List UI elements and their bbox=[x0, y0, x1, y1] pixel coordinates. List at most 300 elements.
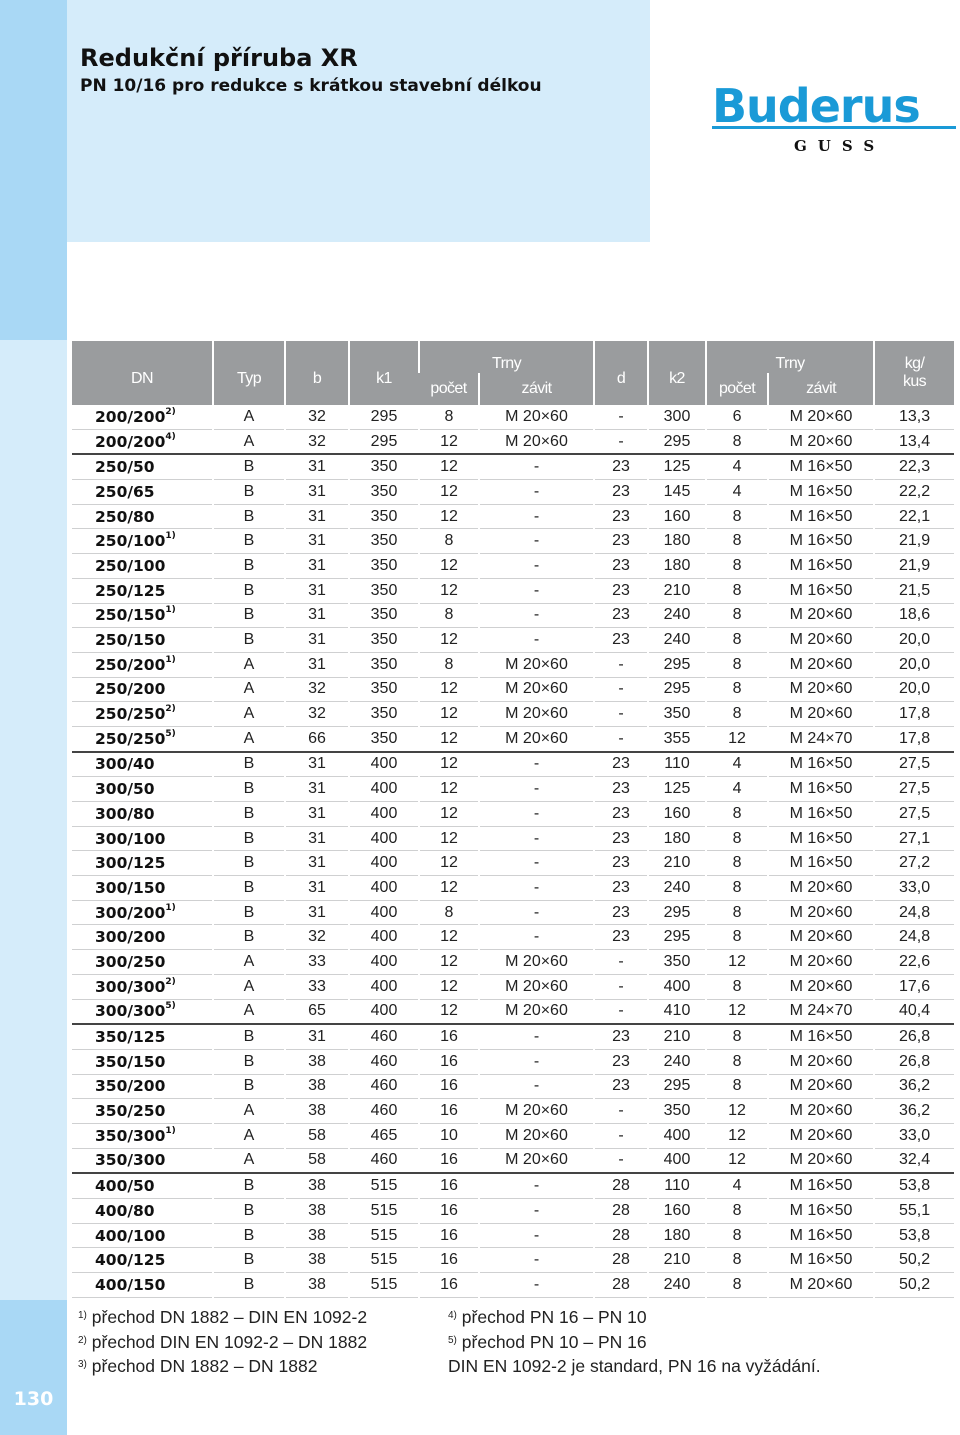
table-cell: 50,2 bbox=[874, 1273, 954, 1298]
table-cell: 53,8 bbox=[874, 1173, 954, 1198]
table-cell: B bbox=[213, 480, 285, 505]
table-cell: 13,4 bbox=[874, 429, 954, 454]
table-cell: - bbox=[594, 702, 648, 727]
table-cell: - bbox=[479, 628, 594, 653]
table-cell: B bbox=[213, 529, 285, 554]
table-cell: M 20×60 bbox=[479, 974, 594, 999]
table-cell: 28 bbox=[594, 1173, 648, 1198]
table-row bbox=[72, 1049, 954, 1074]
table-row bbox=[72, 529, 954, 554]
table-cell: 31 bbox=[285, 900, 349, 925]
table-cell: 8 bbox=[706, 900, 768, 925]
table-cell: 22,3 bbox=[874, 454, 954, 479]
table-cell: 31 bbox=[285, 529, 349, 554]
table-cell: 23 bbox=[594, 504, 648, 529]
table-cell: 12 bbox=[419, 504, 479, 529]
table-cell: 12 bbox=[419, 802, 479, 827]
table-cell: 12 bbox=[706, 1099, 768, 1124]
table-cell: B bbox=[213, 504, 285, 529]
table-cell: - bbox=[594, 1099, 648, 1124]
group-header-trny-1: Trny bbox=[419, 341, 594, 373]
dn-value: 200/200 bbox=[95, 432, 166, 451]
cell-dn bbox=[72, 925, 213, 950]
table-cell: - bbox=[594, 652, 648, 677]
table-cell: 6 bbox=[706, 405, 768, 429]
cell-dn bbox=[72, 826, 213, 851]
footnote-text: přechod DN 1882 – DIN EN 1092-2 bbox=[91, 1307, 368, 1327]
table-cell: 8 bbox=[706, 826, 768, 851]
table-cell: 400 bbox=[349, 900, 419, 925]
table-cell: 210 bbox=[648, 578, 706, 603]
table-cell: 4 bbox=[706, 752, 768, 777]
table-cell: 12 bbox=[419, 429, 479, 454]
table-cell: M 16×50 bbox=[768, 454, 874, 479]
table-cell: A bbox=[213, 950, 285, 975]
dn-footnote-mark: 1) bbox=[165, 654, 176, 665]
table-cell: 350 bbox=[648, 1099, 706, 1124]
table-cell: 23 bbox=[594, 454, 648, 479]
dn-value: 300/80 bbox=[95, 804, 155, 823]
table-cell: 300 bbox=[648, 405, 706, 429]
table-cell: 23 bbox=[594, 529, 648, 554]
cell-dn bbox=[72, 529, 213, 554]
table-cell: 16 bbox=[419, 1199, 479, 1224]
footnote-text: přechod PN 10 – PN 16 bbox=[461, 1331, 647, 1352]
table-cell: B bbox=[213, 454, 285, 479]
table-cell: 31 bbox=[285, 454, 349, 479]
header-background bbox=[67, 0, 650, 242]
col-header-k2: k2 bbox=[648, 341, 706, 405]
table-cell: 31 bbox=[285, 603, 349, 628]
table-cell: A bbox=[213, 1148, 285, 1173]
table-row bbox=[72, 578, 954, 603]
table-cell: A bbox=[213, 974, 285, 999]
table-cell: 350 bbox=[349, 554, 419, 579]
dn-value: 350/150 bbox=[95, 1052, 166, 1071]
table-cell: - bbox=[479, 900, 594, 925]
dn-value: 250/150 bbox=[95, 631, 166, 650]
table-cell: 8 bbox=[419, 900, 479, 925]
table-cell: 58 bbox=[285, 1123, 349, 1148]
table-row bbox=[72, 900, 954, 925]
table-cell: 515 bbox=[349, 1173, 419, 1198]
table-cell: 400 bbox=[648, 1148, 706, 1173]
table-row bbox=[72, 454, 954, 479]
table-cell: 8 bbox=[706, 1199, 768, 1224]
table-cell: - bbox=[479, 752, 594, 777]
table-cell: - bbox=[594, 950, 648, 975]
table-row bbox=[72, 851, 954, 876]
table-cell: 295 bbox=[349, 429, 419, 454]
table-cell: 12 bbox=[419, 777, 479, 802]
table-cell: 12 bbox=[419, 554, 479, 579]
table-cell: 160 bbox=[648, 504, 706, 529]
spec-table-body bbox=[72, 405, 954, 1297]
table-cell: - bbox=[479, 529, 594, 554]
page-subtitle: PN 10/16 pro redukce s krátkou stavební délkou bbox=[80, 76, 542, 96]
dn-value: 300/125 bbox=[95, 854, 166, 873]
dn-footnote-mark: 1) bbox=[165, 902, 176, 913]
table-cell: - bbox=[479, 480, 594, 505]
table-cell: 20,0 bbox=[874, 677, 954, 702]
table-cell: 31 bbox=[285, 777, 349, 802]
table-cell: 8 bbox=[706, 652, 768, 677]
table-cell: 27,5 bbox=[874, 777, 954, 802]
table-cell: 31 bbox=[285, 578, 349, 603]
cell-dn bbox=[72, 1273, 213, 1298]
table-cell: 8 bbox=[706, 974, 768, 999]
table-cell: M 20×60 bbox=[479, 652, 594, 677]
dn-value: 300/150 bbox=[95, 878, 166, 897]
table-row bbox=[72, 1024, 954, 1049]
table-cell: - bbox=[479, 1049, 594, 1074]
table-cell: 31 bbox=[285, 504, 349, 529]
table-cell: B bbox=[213, 628, 285, 653]
cell-dn bbox=[72, 603, 213, 628]
table-cell: 515 bbox=[349, 1223, 419, 1248]
table-cell: 23 bbox=[594, 628, 648, 653]
footnote-mark: 5) bbox=[448, 1334, 457, 1346]
table-cell: M 16×50 bbox=[768, 777, 874, 802]
dn-value: 300/100 bbox=[95, 829, 166, 848]
table-cell: 17,6 bbox=[874, 974, 954, 999]
table-cell: 38 bbox=[285, 1223, 349, 1248]
table-cell: 38 bbox=[285, 1074, 349, 1099]
cell-dn bbox=[72, 1024, 213, 1049]
table-cell: 21,9 bbox=[874, 554, 954, 579]
table-cell: 12 bbox=[419, 726, 479, 751]
table-cell: M 16×50 bbox=[768, 504, 874, 529]
table-cell: - bbox=[594, 726, 648, 751]
table-row bbox=[72, 950, 954, 975]
cell-dn bbox=[72, 876, 213, 901]
dn-value: 400/100 bbox=[95, 1226, 166, 1245]
dn-value: 250/125 bbox=[95, 581, 166, 600]
table-cell: 12 bbox=[419, 628, 479, 653]
dn-value: 350/250 bbox=[95, 1102, 166, 1121]
table-cell: 16 bbox=[419, 1074, 479, 1099]
table-cell: 38 bbox=[285, 1273, 349, 1298]
table-cell: 12 bbox=[419, 702, 479, 727]
dn-footnote-mark: 5) bbox=[165, 1001, 176, 1012]
table-cell: 350 bbox=[349, 726, 419, 751]
cell-dn bbox=[72, 628, 213, 653]
table-cell: 12 bbox=[706, 726, 768, 751]
table-cell: 400 bbox=[349, 950, 419, 975]
table-cell: M 20×60 bbox=[768, 900, 874, 925]
table-cell: M 16×50 bbox=[768, 480, 874, 505]
table-cell: 27,5 bbox=[874, 802, 954, 827]
group-header-trny-2: Trny bbox=[706, 341, 874, 373]
dn-footnote-mark: 4) bbox=[165, 431, 176, 442]
table-cell: - bbox=[479, 802, 594, 827]
table-cell: 295 bbox=[648, 652, 706, 677]
table-cell: 23 bbox=[594, 1049, 648, 1074]
table-cell: 8 bbox=[419, 652, 479, 677]
table-cell: 12 bbox=[706, 1123, 768, 1148]
table-cell: 460 bbox=[349, 1024, 419, 1049]
table-cell: - bbox=[479, 777, 594, 802]
table-cell: - bbox=[594, 1148, 648, 1173]
table-cell: B bbox=[213, 554, 285, 579]
table-cell: 295 bbox=[648, 925, 706, 950]
dn-value: 200/200 bbox=[95, 407, 166, 426]
table-cell: 350 bbox=[349, 529, 419, 554]
table-cell: M 20×60 bbox=[768, 429, 874, 454]
table-cell: M 16×50 bbox=[768, 802, 874, 827]
table-cell: 55,1 bbox=[874, 1199, 954, 1224]
table-cell: M 20×60 bbox=[768, 1099, 874, 1124]
cell-dn bbox=[72, 454, 213, 479]
table-cell: 145 bbox=[648, 480, 706, 505]
table-cell: 8 bbox=[706, 1049, 768, 1074]
dn-value: 250/50 bbox=[95, 458, 155, 477]
table-row bbox=[72, 1148, 954, 1173]
table-row bbox=[72, 1273, 954, 1298]
table-cell: 400 bbox=[349, 777, 419, 802]
dn-footnote-mark: 5) bbox=[165, 728, 176, 739]
table-cell: 350 bbox=[349, 578, 419, 603]
col-header-zavit-1: závit bbox=[479, 373, 594, 405]
table-cell: B bbox=[213, 925, 285, 950]
table-cell: 32 bbox=[285, 405, 349, 429]
table-cell: M 20×60 bbox=[768, 1273, 874, 1298]
table-row bbox=[72, 1123, 954, 1148]
table-cell: M 20×60 bbox=[768, 1074, 874, 1099]
table-row bbox=[72, 677, 954, 702]
table-cell: 350 bbox=[648, 702, 706, 727]
table-row bbox=[72, 1248, 954, 1273]
table-cell: 31 bbox=[285, 851, 349, 876]
table-cell: 12 bbox=[419, 999, 479, 1024]
table-cell: 400 bbox=[349, 802, 419, 827]
table-cell: 8 bbox=[419, 405, 479, 429]
table-cell: A bbox=[213, 726, 285, 751]
footnote bbox=[78, 1330, 367, 1355]
table-row bbox=[72, 1199, 954, 1224]
table-cell: 110 bbox=[648, 752, 706, 777]
table-cell: M 20×60 bbox=[768, 1049, 874, 1074]
table-cell: - bbox=[479, 504, 594, 529]
table-cell: 240 bbox=[648, 628, 706, 653]
spec-table bbox=[72, 341, 954, 1298]
table-cell: 28 bbox=[594, 1248, 648, 1273]
table-cell: 12 bbox=[419, 950, 479, 975]
table-row bbox=[72, 1099, 954, 1124]
footnote-mark: 3) bbox=[78, 1359, 87, 1371]
table-cell: M 20×60 bbox=[479, 1099, 594, 1124]
table-cell: 20,0 bbox=[874, 628, 954, 653]
cell-dn bbox=[72, 726, 213, 751]
table-cell: 31 bbox=[285, 652, 349, 677]
table-cell: 23 bbox=[594, 851, 648, 876]
table-row bbox=[72, 802, 954, 827]
col-header-unit-bottom: kus bbox=[874, 373, 954, 405]
dn-value: 300/50 bbox=[95, 780, 155, 799]
table-cell: 50,2 bbox=[874, 1248, 954, 1273]
table-cell: - bbox=[479, 454, 594, 479]
table-cell: 295 bbox=[648, 677, 706, 702]
table-cell: 23 bbox=[594, 826, 648, 851]
table-row bbox=[72, 504, 954, 529]
footnote-note bbox=[448, 1354, 821, 1379]
table-cell: 8 bbox=[706, 1273, 768, 1298]
table-cell: 350 bbox=[349, 603, 419, 628]
table-cell: 515 bbox=[349, 1248, 419, 1273]
cell-dn bbox=[72, 1199, 213, 1224]
table-cell: B bbox=[213, 802, 285, 827]
col-header-pocet-2: počet bbox=[706, 373, 768, 405]
table-cell: - bbox=[479, 1273, 594, 1298]
table-cell: 350 bbox=[349, 628, 419, 653]
table-cell: 28 bbox=[594, 1223, 648, 1248]
table-row bbox=[72, 628, 954, 653]
cell-dn bbox=[72, 900, 213, 925]
dn-footnote-mark: 1) bbox=[165, 531, 176, 542]
table-cell: 12 bbox=[419, 677, 479, 702]
table-cell: A bbox=[213, 702, 285, 727]
table-cell: B bbox=[213, 1199, 285, 1224]
table-cell: 295 bbox=[648, 1074, 706, 1099]
table-cell: 66 bbox=[285, 726, 349, 751]
dn-value: 250/80 bbox=[95, 507, 155, 526]
table-cell: 17,8 bbox=[874, 702, 954, 727]
table-cell: - bbox=[594, 974, 648, 999]
table-cell: 8 bbox=[706, 1223, 768, 1248]
cell-dn bbox=[72, 480, 213, 505]
table-cell: 16 bbox=[419, 1223, 479, 1248]
table-row bbox=[72, 603, 954, 628]
table-cell: 460 bbox=[349, 1049, 419, 1074]
table-cell: - bbox=[594, 1123, 648, 1148]
footnote bbox=[78, 1354, 367, 1379]
table-cell: - bbox=[479, 876, 594, 901]
footnote-text: přechod DIN EN 1092-2 – DN 1882 bbox=[91, 1331, 368, 1352]
table-row bbox=[72, 974, 954, 999]
table-row bbox=[72, 1223, 954, 1248]
table-cell: B bbox=[213, 1074, 285, 1099]
table-cell: 10 bbox=[419, 1123, 479, 1148]
table-cell: 23 bbox=[594, 554, 648, 579]
table-cell: 12 bbox=[419, 876, 479, 901]
left-sidebar-accent bbox=[0, 0, 67, 340]
cell-dn bbox=[72, 702, 213, 727]
table-cell: M 20×60 bbox=[768, 1148, 874, 1173]
table-cell: 350 bbox=[648, 950, 706, 975]
table-cell: M 20×60 bbox=[768, 677, 874, 702]
cell-dn bbox=[72, 677, 213, 702]
table-cell: M 16×50 bbox=[768, 1223, 874, 1248]
table-cell: 400 bbox=[349, 876, 419, 901]
table-cell: 8 bbox=[706, 628, 768, 653]
table-cell: 18,6 bbox=[874, 603, 954, 628]
table-cell: 8 bbox=[706, 702, 768, 727]
table-cell: M 16×50 bbox=[768, 752, 874, 777]
cell-dn bbox=[72, 974, 213, 999]
dn-footnote-mark: 2) bbox=[165, 976, 176, 987]
table-row bbox=[72, 925, 954, 950]
table-cell: 240 bbox=[648, 603, 706, 628]
table-cell: 460 bbox=[349, 1099, 419, 1124]
table-cell: 110 bbox=[648, 1173, 706, 1198]
table-cell: 350 bbox=[349, 677, 419, 702]
table-cell: 32 bbox=[285, 429, 349, 454]
table-cell: M 20×60 bbox=[479, 726, 594, 751]
table-cell: - bbox=[479, 1248, 594, 1273]
table-cell: 27,1 bbox=[874, 826, 954, 851]
table-cell: 40,4 bbox=[874, 999, 954, 1024]
table-cell: 16 bbox=[419, 1173, 479, 1198]
table-cell: 8 bbox=[706, 578, 768, 603]
table-cell: 400 bbox=[349, 851, 419, 876]
table-cell: 8 bbox=[706, 603, 768, 628]
cell-dn bbox=[72, 1223, 213, 1248]
footnote-text: DIN EN 1092-2 je standard, PN 16 na vyžádání. bbox=[448, 1356, 821, 1377]
table-cell: 38 bbox=[285, 1199, 349, 1224]
table-cell: 16 bbox=[419, 1148, 479, 1173]
table-cell: 24,8 bbox=[874, 900, 954, 925]
table-cell: 32 bbox=[285, 925, 349, 950]
footnotes-right bbox=[448, 1305, 821, 1379]
cell-dn bbox=[72, 1248, 213, 1273]
table-cell: 26,8 bbox=[874, 1024, 954, 1049]
cell-dn bbox=[72, 1148, 213, 1173]
table-cell: A bbox=[213, 999, 285, 1024]
table-cell: 32 bbox=[285, 677, 349, 702]
table-cell: 210 bbox=[648, 1248, 706, 1273]
table-row bbox=[72, 826, 954, 851]
table-cell: 20,0 bbox=[874, 652, 954, 677]
table-cell: M 16×50 bbox=[768, 1199, 874, 1224]
cell-dn bbox=[72, 652, 213, 677]
table-row bbox=[72, 1173, 954, 1198]
table-cell: M 16×50 bbox=[768, 1024, 874, 1049]
table-cell: 295 bbox=[648, 900, 706, 925]
table-cell: B bbox=[213, 1223, 285, 1248]
col-header-pocet-1: počet bbox=[419, 373, 479, 405]
table-cell: B bbox=[213, 900, 285, 925]
table-cell: M 20×60 bbox=[768, 876, 874, 901]
table-cell: 31 bbox=[285, 826, 349, 851]
page-title: Redukční příruba XR bbox=[80, 44, 358, 72]
table-cell: 36,2 bbox=[874, 1074, 954, 1099]
table-cell: 410 bbox=[648, 999, 706, 1024]
table-cell: 23 bbox=[594, 752, 648, 777]
table-cell: - bbox=[479, 1173, 594, 1198]
table-cell: 53,8 bbox=[874, 1223, 954, 1248]
table-cell: 8 bbox=[419, 529, 479, 554]
table-cell: 8 bbox=[706, 554, 768, 579]
table-cell: - bbox=[479, 851, 594, 876]
table-row bbox=[72, 480, 954, 505]
table-cell: 240 bbox=[648, 1273, 706, 1298]
table-cell: M 16×50 bbox=[768, 529, 874, 554]
table-cell: 350 bbox=[349, 504, 419, 529]
table-row bbox=[72, 554, 954, 579]
table-cell: 350 bbox=[349, 454, 419, 479]
table-cell: - bbox=[479, 603, 594, 628]
table-cell: 23 bbox=[594, 802, 648, 827]
table-cell: 38 bbox=[285, 1099, 349, 1124]
table-cell: 210 bbox=[648, 1024, 706, 1049]
table-cell: M 20×60 bbox=[479, 702, 594, 727]
table-cell: 180 bbox=[648, 1223, 706, 1248]
table-cell: M 16×50 bbox=[768, 554, 874, 579]
table-cell: 58 bbox=[285, 1148, 349, 1173]
table-cell: 295 bbox=[648, 429, 706, 454]
dn-value: 350/125 bbox=[95, 1028, 166, 1047]
col-header-unit-top: kg/ bbox=[874, 341, 954, 373]
